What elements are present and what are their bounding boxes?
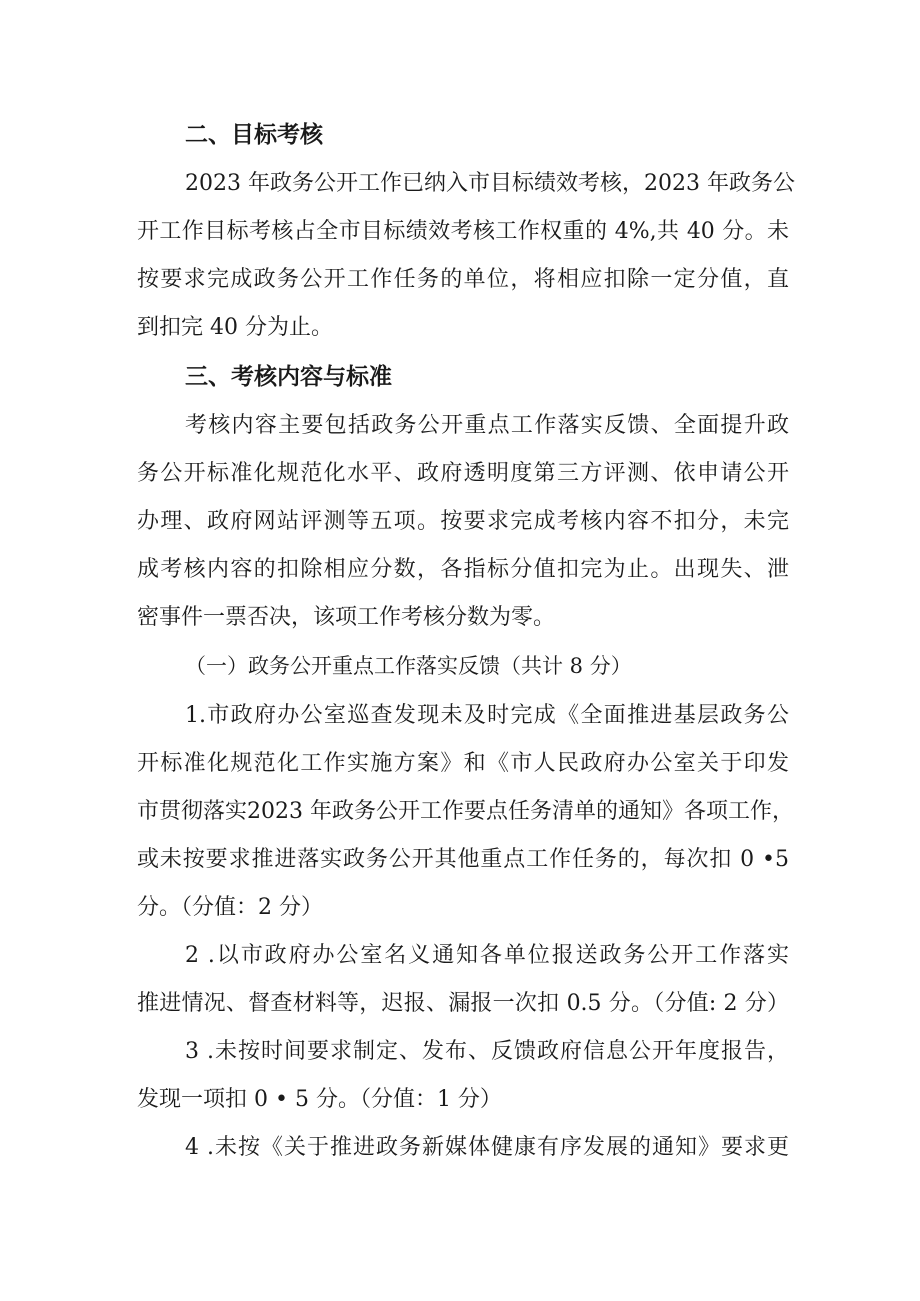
paragraph-line: 按要求完成政务公开工作任务的单位，将相应扣除一定分值，直 (137, 267, 789, 292)
list-item-line: 分。（分值：2 分） (137, 895, 323, 920)
paragraph-line: 务公开标准化规范化水平、政府透明度第三方评测、依申请公开 (137, 461, 789, 486)
section-heading-content-standards: 三、考核内容与标准 (185, 364, 392, 390)
list-item-line: 推进情况、督查材料等，迟报、漏报一次扣 0.5 分。（分值: 2 分） (137, 991, 789, 1016)
list-item-line: 4 .未按《关于推进政务新媒体健康有序发展的通知》要求更 (185, 1135, 789, 1160)
list-item-line: 1.市政府办公室巡查发现未及时完成《全面推进基层政务公 (185, 703, 789, 728)
paragraph-line: 到扣完 40 分为止。 (137, 315, 333, 340)
list-item-line: 2 .以市政府办公室名义通知各单位报送政务公开工作落实 (185, 943, 789, 968)
list-item-line: 或未按要求推进落实政务公开其他重点工作任务的，每次扣 0 •5 (137, 847, 789, 872)
paragraph-line: 2023 年政务公开工作已纳入市目标绩效考核，2023 年政务公 (185, 171, 795, 196)
subsection-heading: （一）政务公开重点工作落实反馈（共计 8 分） (185, 654, 632, 678)
paragraph-line: 办理、政府网站评测等五项。按要求完成考核内容不扣分，未完 (137, 509, 789, 534)
paragraph-line: 成考核内容的扣除相应分数，各指标分值扣完为止。出现失、泄 (137, 557, 789, 582)
list-item-line: 市贯彻落实2023 年政务公开工作要点任务清单的通知》各项工作， (137, 799, 794, 824)
paragraph-line: 密事件一票否决，该项工作考核分数为零。 (137, 605, 556, 630)
paragraph-line: 考核内容主要包括政务公开重点工作落实反馈、全面提升政 (185, 413, 789, 438)
paragraph-line: 开工作目标考核占全市目标绩效考核工作权重的 4%,共 40 分。未 (137, 219, 789, 244)
list-item-line: 3 .未按时间要求制定、发布、反馈政府信息公开年度报告， (185, 1039, 789, 1064)
list-item-line: 发现一项扣 0 • 5 分。（分值：1 分） (137, 1087, 502, 1112)
list-item-line: 开标准化规范化工作实施方案》和《市人民政府办公室关于印发 (137, 751, 789, 776)
section-heading-target-assessment: 二、目标考核 (185, 122, 323, 148)
